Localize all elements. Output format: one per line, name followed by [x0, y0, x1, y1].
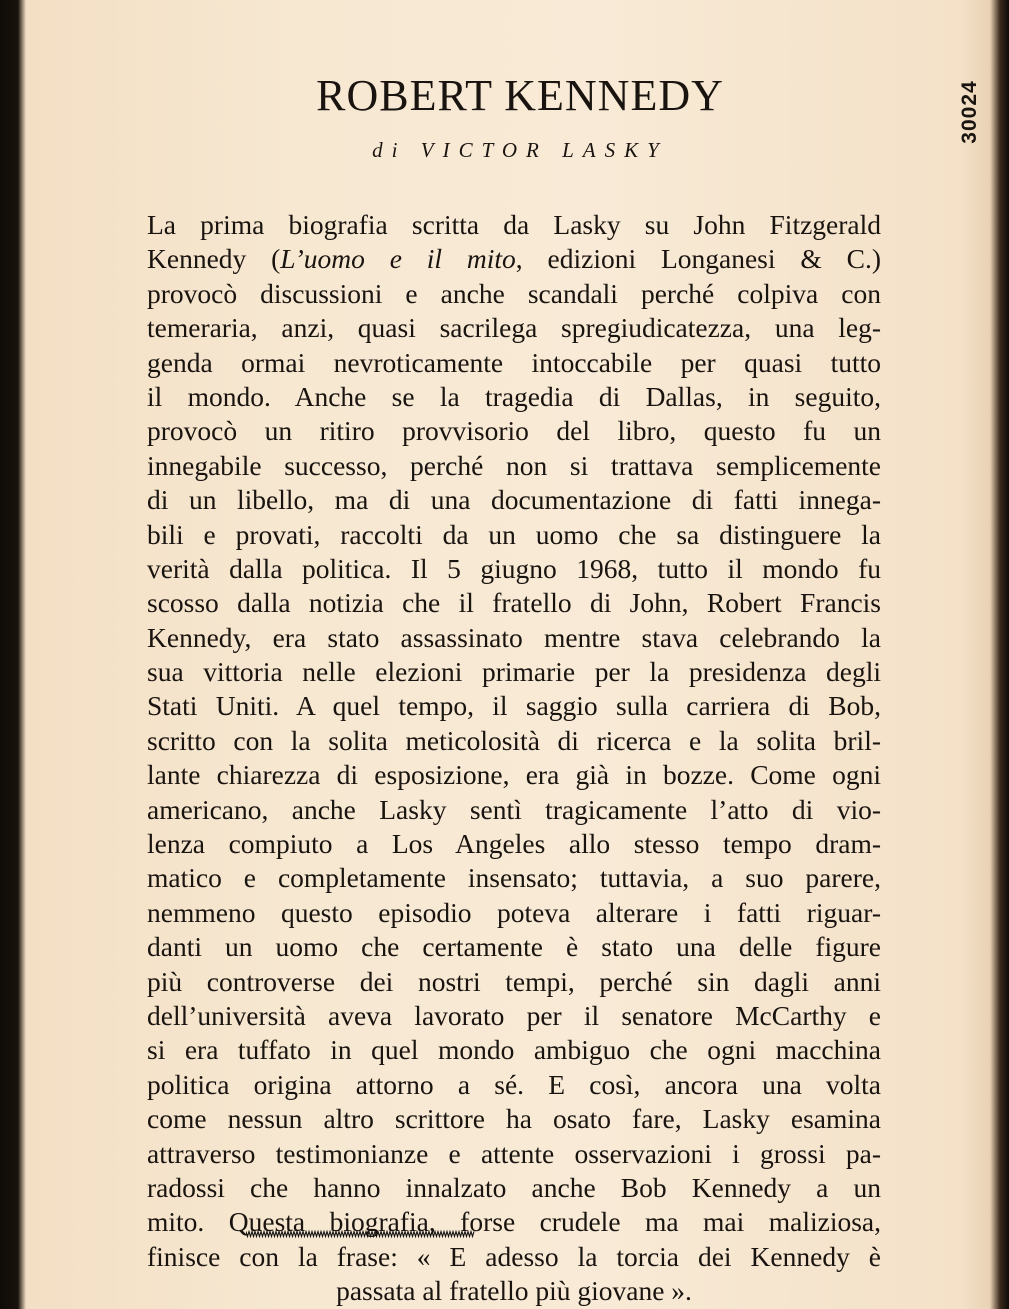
- blurb-line: di un libello, ma di una documentazione di fatti innega-: [147, 484, 881, 516]
- blurb-line: innegabile successo, perché non si trattava semplicemente: [147, 449, 881, 481]
- blurb-line: Stati Uniti. A quel tempo, il saggio sulla carriera di Bob,: [147, 690, 881, 722]
- blurb-line: mito. Questa biografia, forse crudele ma mai maliziosa,: [147, 1206, 881, 1238]
- blurb-line: sua vittoria nelle elezioni primarie per la presidenza degli: [147, 656, 881, 688]
- blurb-line: attraverso testimonianze e attente osservazioni i grossi pa-: [147, 1137, 881, 1169]
- blurb-line: si era tuffato in quel mondo ambiguo che ogni macchina: [147, 1034, 881, 1066]
- blurb-line: politica origina attorno a sé. E così, ancora una volta: [147, 1068, 881, 1100]
- blurb-line: provocò un ritiro provvisorio del libro, questo fu un: [147, 415, 881, 447]
- blurb-line: bili e provati, raccolti da un uomo che sa distinguere la: [147, 518, 881, 550]
- blurb-line: scritto con la solita meticolosità di ricerca e la solita bril-: [147, 724, 881, 756]
- blurb-line: come nessun altro scrittore ha osato fare, Lasky esamina: [147, 1103, 881, 1135]
- blurb-text: [147, 208, 881, 1309]
- blurb-line: genda ormai nevroticamente intoccabile per quasi tutto: [147, 346, 881, 378]
- blurb-line: dell’università aveva lavorato per il senatore McCarthy e: [147, 999, 881, 1031]
- book-author: di VICTOR LASKY: [372, 138, 668, 162]
- zigzag-line: [246, 1232, 474, 1237]
- blurb-line: temeraria, anzi, quasi sacrilega spregiudicatezza, una leg-: [147, 312, 881, 344]
- blurb-line: danti un uomo che certamente è stato una delle figure: [147, 931, 881, 963]
- blurb-line: passata al fratello più giovane ».: [336, 1275, 692, 1307]
- blurb-line: più controverse dei nostri tempi, perché sin dagli anni: [147, 965, 881, 997]
- blurb-line: La prima biografia scritta da Lasky su John Fitzgerald: [147, 209, 881, 240]
- blurb-line: matico e completamente insensato; tuttavia, a suo parere,: [147, 862, 881, 894]
- catalog-code: 30024: [958, 80, 981, 144]
- blurb-line: lenza compiuto a Los Angeles allo stesso tempo dram-: [147, 828, 881, 860]
- blurb-line: il mondo. Anche se la tragedia di Dallas, in seguito,: [147, 380, 881, 412]
- blurb-line: americano, anche Lasky sentì tragicamente l’atto di vio-: [147, 793, 881, 825]
- blurb-line: scosso dalla notizia che il fratello di John, Robert Francis: [147, 587, 881, 619]
- blurb-line: nemmeno questo episodio poteva alterare i fatti riguar-: [147, 896, 881, 928]
- blurb-line: verità dalla politica. Il 5 giugno 1968, tutto il mondo fu: [147, 552, 881, 584]
- blurb-line: lante chiarezza di esposizione, era già in bozze. Come ogni: [147, 759, 881, 791]
- blurb-line: radossi che hanno innalzato anche Bob Kennedy a un: [147, 1171, 881, 1203]
- book-title: ROBERT KENNEDY: [316, 71, 724, 120]
- blurb-line: finisce con la frase: « E adesso la torcia dei Kennedy è: [147, 1240, 881, 1272]
- blurb-line: provocò discussioni e anche scandali perché colpiva con: [147, 277, 881, 309]
- blurb-line: Kennedy, era stato assassinato mentre stava celebrando la: [147, 621, 881, 653]
- blurb-line: Kennedy (L’uomo e il mito, edizioni Longanesi & C.): [147, 243, 882, 275]
- zigzag-ornament: [246, 1226, 702, 1242]
